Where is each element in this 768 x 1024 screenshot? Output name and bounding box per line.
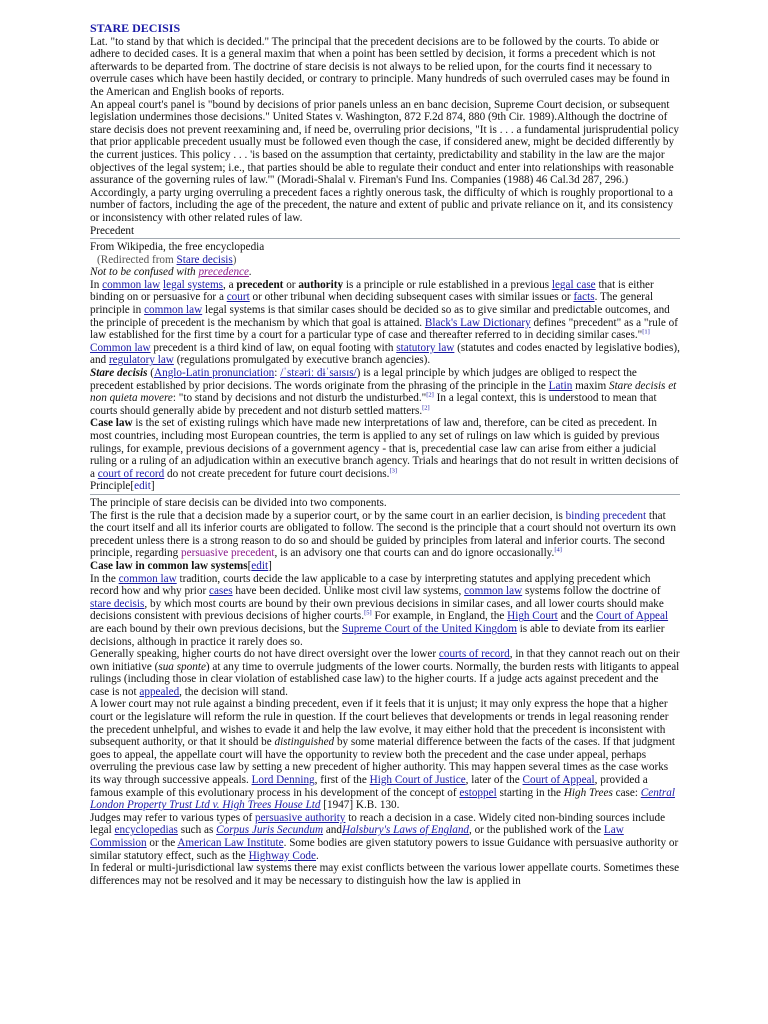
document-title: STARE DECISIS bbox=[90, 21, 181, 35]
text: to reach a decision in a case. Widely cited non-binding sources include legal bbox=[90, 811, 666, 837]
text: (statutes and codes enacted by legislative bodies), and bbox=[90, 341, 680, 367]
footnote-1[interactable]: [1] bbox=[642, 328, 650, 336]
heading-bracket: ] bbox=[150, 480, 155, 493]
term-precedent: precedent bbox=[236, 278, 284, 291]
link-latin[interactable]: Latin bbox=[548, 379, 573, 392]
text: : "to stand by decisions and not disturb the undisturbed." bbox=[172, 392, 427, 405]
link-high-court-of-justice[interactable]: High Court of Justice bbox=[369, 774, 466, 787]
heading-text: Principle[ bbox=[90, 480, 135, 493]
link-court-of-record[interactable]: court of record bbox=[97, 467, 165, 480]
term-distinguished: distinguished bbox=[274, 736, 335, 749]
text: that the court itself and all its inferior courts are obligated to follow. The second is the principle that a court should not overturn its own precedent unless there is a strong reason to do so and should be guided by principles from lateral and inferior courts. The second principle, regarding bbox=[90, 509, 676, 560]
latin-maxim: Stare decisis et non quieta movere bbox=[90, 379, 677, 405]
text: , by which most courts are bound by their own previous decisions in similar cases, and all lower courts should make decisions consistent with previous decisions of higher courts. bbox=[90, 597, 664, 623]
link-persuasive-precedent[interactable]: persuasive precedent bbox=[181, 547, 275, 560]
text: have been decided. Unlike most civil law systems, bbox=[232, 585, 465, 598]
link-statutory-law[interactable]: statutory law bbox=[396, 341, 455, 354]
text: maxim bbox=[572, 379, 609, 392]
link-legal-systems[interactable]: legal systems bbox=[163, 278, 224, 291]
text: A lower court may not rule against a binding precedent, even if it feels that it is unjust; it may only express the hope that a higher court or the legislature will reform the rule in question. If the court believes that developments or trends in legal reasoning render the precedent unhelpful, and wishes to evade it and help the law evolve, it may either hold that the precedent is inconsistent with subsequent authority, or that it should be bbox=[90, 698, 669, 749]
term-high-trees: High Trees bbox=[563, 786, 613, 799]
link-courts-of-record[interactable]: courts of record bbox=[438, 648, 510, 661]
link-legal-case[interactable]: legal case bbox=[551, 278, 596, 291]
link-binding-precedent[interactable]: binding precedent bbox=[565, 509, 647, 522]
link-law-commission[interactable]: Law Commission bbox=[90, 824, 624, 849]
text: defines "precedent" as a "rule of law established for the first time by a court for a particular type of case and thereafter referred to in deciding similar cases." bbox=[90, 316, 678, 342]
common-law-tradition-paragraph bbox=[90, 573, 680, 649]
edit-link[interactable]: edit bbox=[251, 559, 269, 572]
text: In the bbox=[90, 572, 119, 585]
text: [1947] K.B. 130. bbox=[320, 799, 400, 812]
definition-paragraph: Lat. "to stand by that which is decided." The principal that the precedent decisions are to be followed by the courts. To abide or adhere to decided cases. It is a general maxim that when a point has been settled by decision, it forms a precedent which is not afterwards to be departed from. The doctrine of stare decisis is not always to be relied upon, for the courts find it necessary to overrule cases which have been hastily decided, or contrary to principle. Many hundreds of such overruled cases may be found in the American and English books of reports. bbox=[90, 35, 670, 98]
link-persuasive-authority[interactable]: persuasive authority bbox=[254, 811, 346, 824]
text: The first is the rule that a decision made by a superior court, or by the same court in an earlier decision, is bbox=[90, 509, 566, 522]
link-common-law[interactable]: common law bbox=[102, 278, 161, 291]
link-blacks-law-dictionary[interactable]: Black's Law Dictionary bbox=[424, 316, 531, 329]
section-heading-principle bbox=[90, 480, 680, 495]
heading-bracket: ] bbox=[268, 559, 272, 572]
text: . Some bodies are given statutory powers to issue Guidance with persuasive authority or similar statutory effect, such as the bbox=[90, 837, 679, 862]
link-halsburys-laws[interactable] bbox=[342, 824, 469, 836]
text: do not create precedent for future court decisions. bbox=[164, 467, 390, 480]
lower-court-paragraph bbox=[90, 698, 680, 811]
text: precedent is a third kind of law, on equal footing with bbox=[150, 341, 397, 354]
link-court-of-appeal[interactable]: Court of Appeal bbox=[522, 774, 595, 787]
text: ) at any time to overrule judgments of the lower courts. Normally, the burden rests with litigants to appeal rulings (including those in clear violation of established case law) to the higher courts. If a judge acts against precedent and the case is not bbox=[90, 660, 680, 698]
edit-link[interactable]: edit bbox=[134, 480, 151, 493]
term-case-law: Case law bbox=[90, 417, 133, 430]
hatnote bbox=[90, 266, 680, 279]
text: starting in the bbox=[496, 786, 564, 799]
text: is a principle or rule established in a previous bbox=[343, 278, 552, 291]
text: tradition, courts decide the law applicable to a case by interpreting statutes and applying precedent which record how and why prior bbox=[90, 572, 651, 598]
link-common-law[interactable]: Common law bbox=[90, 341, 151, 354]
text: legal systems is that similar cases should be decided so as to give similar and predictable outcomes, and the principle of precedent is the mechanism by which that goal is attained. bbox=[90, 304, 670, 329]
text: In a legal context, this is understood to mean that courts should generally abide by precedent and not disturb settled matters. bbox=[90, 392, 657, 417]
text: by some material difference between the facts of the cases. If that judgment goes to appeal, the appellate court will have the opportunity to review both the precedent and the case under appeal, perhaps overruling the previous case law by setting a new precedent of higher authority. This may happen several times as the case works its way through successive appeals. bbox=[90, 736, 676, 787]
case-name: Central London Property Trust Ltd v. High Trees House Ltd bbox=[90, 786, 675, 812]
text: , the decision will stand. bbox=[179, 685, 288, 698]
precedent-intro-paragraph bbox=[90, 279, 680, 367]
text: and the bbox=[557, 610, 596, 623]
text: such as bbox=[177, 824, 217, 837]
text: (regulations promulgated by executive branch agencies). bbox=[173, 354, 431, 367]
hatnote-text: Not to be confused with bbox=[90, 266, 199, 279]
text: : bbox=[274, 367, 281, 380]
text: For example, in England, the bbox=[371, 610, 508, 623]
document-body bbox=[90, 22, 680, 887]
link-cases[interactable]: cases bbox=[209, 585, 233, 598]
text: and bbox=[323, 824, 342, 837]
link-supreme-court-uk[interactable]: Supreme Court of the United Kingdom bbox=[341, 622, 517, 635]
text: or the bbox=[146, 837, 178, 849]
text: . The general principle in bbox=[90, 291, 654, 317]
text: is the set of existing rulings which have made new interpretations of law and, therefore, can be cited as precedent. In most countries, including most European countries, the term is applied to any set of rulings on law which is guided by previous rulings, for example, previous decisions of a government agency - that is, precedential case law can arise from either a judicial ruling or a ruling of an adjudication within an executive branch agency. Trials and hearings that do not result in written decisions of a bbox=[90, 417, 679, 480]
footnote-3[interactable]: [3] bbox=[389, 467, 398, 475]
link-american-law-institute[interactable]: American Law Institute bbox=[177, 837, 284, 849]
text: , in that they cannot reach out on their own initiative ( bbox=[90, 648, 680, 673]
text: , provided a famous example of this evolutionary process in his development of the concept of bbox=[90, 774, 648, 799]
text: ( bbox=[147, 367, 155, 380]
heading-bracket: [ bbox=[247, 559, 252, 572]
persuasive-authority-paragraph bbox=[90, 812, 680, 862]
text: Judges may refer to various types of bbox=[90, 811, 255, 824]
footnote-4[interactable]: [4] bbox=[554, 546, 562, 554]
link-stare-decisis[interactable]: stare decisis bbox=[90, 597, 145, 610]
text: Generally speaking, higher courts do not have direct oversight over the lower bbox=[90, 648, 439, 661]
link-common-law[interactable]: common law bbox=[144, 304, 203, 317]
link-common-law[interactable]: common law bbox=[118, 572, 177, 585]
text: that is either binding on or persuasive for a bbox=[90, 278, 654, 304]
footnote-5[interactable]: [5] bbox=[364, 609, 372, 617]
principle-intro: The principle of stare decisis can be divided into two components. bbox=[90, 496, 387, 509]
text: , later of the bbox=[465, 774, 523, 787]
text: systems follow the doctrine of bbox=[522, 585, 661, 598]
precedence-link[interactable] bbox=[198, 266, 249, 278]
link-regulatory-law[interactable]: regulatory law bbox=[108, 354, 174, 367]
text: is able to deviate from its earlier decisions, although in practice it rarely does so. bbox=[90, 622, 665, 648]
term-authority: authority bbox=[298, 278, 344, 291]
oversight-paragraph bbox=[90, 648, 680, 698]
section-heading-case-law bbox=[90, 560, 680, 573]
link-court-of-appeal[interactable]: Court of Appeal bbox=[596, 610, 669, 623]
appeal-court-paragraph: An appeal court's panel is "bound by decisions of prior panels unless an en banc decision, Supreme Court decision, or subsequent legislation undermines those decisions." United States v. Washington, 872 F.2d 874, 880 (9th Cir. 1989).Although the doctrine of stare decisis does not prevent reexamining and, if need be, overruling prior decisions, "It is . . . a fundamental jurisprudential policy that prior applicable precedent usually must be followed even though the case, if considered anew, might be decided differently by the current justices. This policy . . . 'is based on the assumption that certainty, predictability and stability in the law are the major objectives of the legal system; i.e., that parties should be able to regulate their conduct and enter into relationships with reasonable assurance of the governing rules of law.'" (Moradi-Shalal v. Fireman's Fund Ins. Companies (1988) 46 Cal.3d 287, 296.) Accordingly, a party urging overruling a precedent faces a rightly onerous task, the difficulty of which is roughly proportional to a number of factors, including the age of the precedent, the nature and extent of public and private reliance on it, and its consistency or inconsistency with other related rules of law. bbox=[90, 98, 679, 224]
text: are each bound by their own previous decisions, but the bbox=[90, 622, 342, 635]
text: , is an advisory one that courts can and do ignore occasionally. bbox=[274, 547, 555, 560]
footnote-2[interactable]: [2] bbox=[426, 391, 434, 399]
case-law-paragraph bbox=[90, 417, 680, 480]
link-estoppel[interactable]: estoppel bbox=[459, 786, 497, 799]
link-common-law[interactable]: common law bbox=[464, 585, 523, 598]
work-title: Corpus Juris Secundum bbox=[216, 824, 324, 837]
term-stare-decisis: Stare decisis bbox=[90, 367, 148, 380]
text: or bbox=[283, 278, 299, 291]
heading-text: Case law in common law systems bbox=[90, 559, 248, 572]
text: case: bbox=[612, 786, 641, 799]
link-court[interactable]: court bbox=[226, 291, 250, 304]
text: , a bbox=[223, 278, 237, 291]
link-corpus-juris-secundum[interactable] bbox=[216, 824, 323, 836]
principle-components-paragraph bbox=[90, 510, 680, 560]
link-highway-code[interactable]: Highway Code bbox=[248, 849, 316, 862]
conflicts-paragraph: In federal or multi-jurisdictional law systems there may exist conflicts between the various lower appellate courts. Sometimes these differences may not be resolved and it may be necessary to distinguish how the law is applied in bbox=[90, 862, 680, 887]
text: . bbox=[316, 849, 319, 862]
redirect-note bbox=[90, 254, 680, 267]
section-heading-precedent: Precedent bbox=[90, 225, 680, 240]
text: ) is a legal principle by which judges are obliged to respect the precedent established by prior decisions. The words originate from the phrasing of the principle in the bbox=[90, 367, 637, 392]
redirect-close: ) bbox=[232, 253, 237, 266]
link-high-court[interactable]: High Court bbox=[507, 610, 558, 623]
stare-decisis-paragraph bbox=[90, 367, 680, 417]
text: In bbox=[90, 278, 103, 291]
hatnote-end: . bbox=[248, 266, 252, 279]
link-anglo-latin-pronunciation[interactable]: Anglo-Latin pronunciation bbox=[154, 367, 275, 380]
text: , first of the bbox=[314, 774, 370, 787]
precedence-link-text: precedence bbox=[198, 266, 249, 279]
link-lord-denning[interactable]: Lord Denning bbox=[251, 774, 315, 787]
link-facts[interactable]: facts bbox=[573, 291, 595, 304]
link-encyclopedias[interactable]: encyclopedias bbox=[114, 824, 178, 837]
work-title: Halsbury's Laws of England bbox=[342, 824, 470, 837]
term-sua-sponte: sua sponte bbox=[158, 660, 206, 673]
redirect-link[interactable]: Stare decisis bbox=[176, 253, 233, 266]
text: , or the published work of the bbox=[469, 824, 604, 837]
redirect-text: (Redirected from bbox=[97, 253, 177, 266]
text: or other tribunal when deciding subsequent cases with similar issues or bbox=[249, 291, 574, 304]
link-ipa[interactable]: /ˈstɛəriː dɨˈsaɪsɪs/ bbox=[280, 367, 357, 380]
footnote-2[interactable]: [2] bbox=[422, 404, 430, 412]
link-appealed[interactable]: appealed bbox=[139, 685, 180, 698]
wiki-source-line: From Wikipedia, the free encyclopedia bbox=[90, 241, 265, 254]
